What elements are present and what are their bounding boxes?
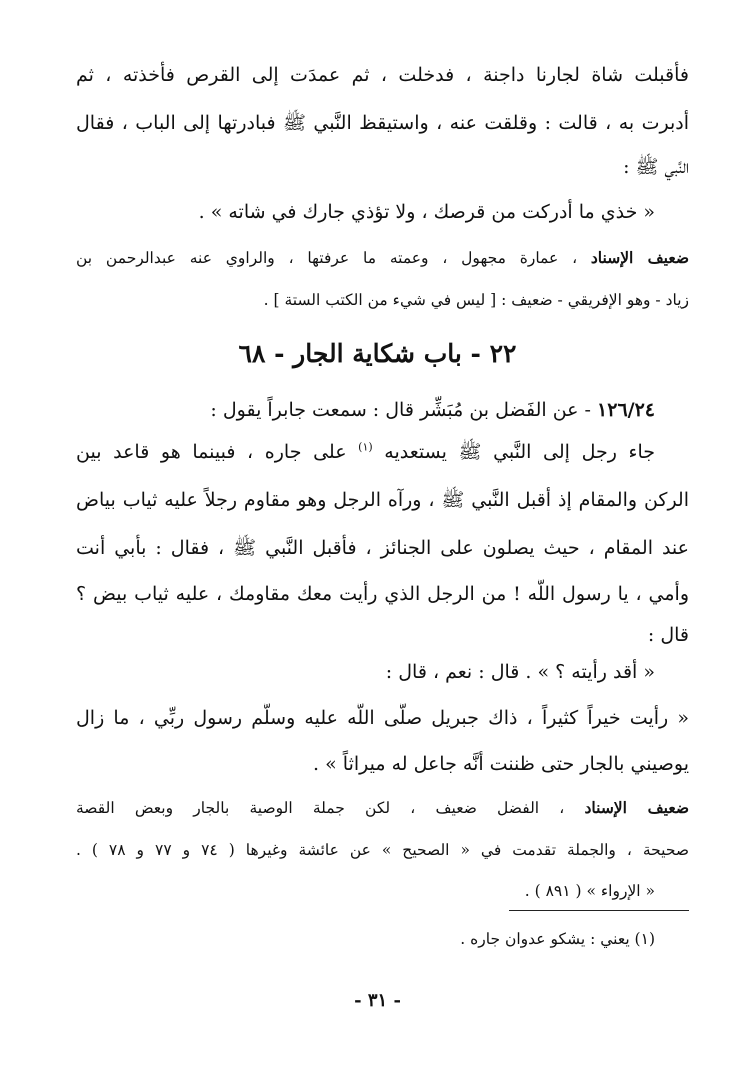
hadith-number: ١٢٦/٢٤ <box>597 399 655 421</box>
grading-text: ، عمارة مجهول ، وعمته ما عرفتها ، والراوي عنه عبدالرحمن بن <box>76 249 578 267</box>
chapter-heading: ٢٢ - باب شكاية الجار - ٦٨ <box>238 339 517 368</box>
text-line-13: « أقد رأيته ؟ » . قال : نعم ، قال : <box>385 661 655 683</box>
hadith-quote-1: « خذي ما أدركت من قرصك ، ولا تؤذي جارك في شاته » . <box>198 201 655 223</box>
text-line-8 <box>76 437 655 467</box>
footnote-divider <box>509 910 689 911</box>
text-line-8a: جاء رجل إلى النَّبي ﷺ يستعديه <box>384 441 655 463</box>
text-line-3: النَّبي ﷺ : <box>623 156 689 178</box>
grading-label-2: ضعيف الإسناد <box>584 798 689 817</box>
grading-line-5: « الإرواء » ( ٨٩١ ) . <box>524 882 655 900</box>
grading-text-2: ، الفضل ضعيف ، لكن جملة الوصية بالجار وبعض القصة <box>76 799 565 817</box>
grading-label: ضعيف الإسناد <box>590 248 689 267</box>
page-number: - ٣١ - <box>354 990 401 1011</box>
text-line-15: يوصيني بالجار حتى ظننت أنَّه جاعل له ميراثاً » . <box>313 753 689 775</box>
grading-line-1 <box>76 243 689 273</box>
grading-line-2: زياد - وهو الإفريقي - ضعيف : [ ليس في شيء من الكتب الستة ] . <box>263 291 689 309</box>
footnote-ref: (١) <box>358 440 373 454</box>
text-line-2: أدبرت به ، قالت : وقلقت عنه ، واستيقظ النَّبي ﷺ فبادرتها إلى الباب ، فقال <box>76 112 689 134</box>
grading-line-4: صحيحة ، والجملة تقدمت في « الصحيح » عن عائشة وغيرها ( ٧٤ و ٧٧ و ٧٨ ) . <box>76 841 689 859</box>
hadith-number-line <box>76 395 655 425</box>
text-line-10: عند المقام ، حيث يصلون على الجنائز ، فأقبل النَّبي ﷺ ، فقال : بأبي أنت <box>76 537 689 559</box>
grading-line-3 <box>76 793 689 823</box>
text-line-9: الركن والمقام إذ أقبل النَّبي ﷺ ، ورآه الرجل وهو مقاوم رجلاً عليه ثياب بياض <box>76 489 689 511</box>
text-line-14: « رأيت خيراً كثيراً ، ذاك جبريل صلَّى اللَّه عليه وسلَّم رسول ربِّي ، ما زال <box>76 707 689 729</box>
text-line-11: وأمي ، يا رسول اللَّه ! من الرجل الذي رأيت معك مقاومك ، عليه ثياب بيض ؟ <box>76 583 689 605</box>
text-line-8b: على جاره ، فبينما هو قاعد بين <box>76 441 347 463</box>
hadith-isnad: - عن الفَضل بن مُبَشِّر قال : سمعت جابراً يقول : <box>210 399 591 421</box>
text-line-1: فأقبلت شاة لجارنا داجنة ، فدخلت ، ثم عمدَت إلى القرص فأخذته ، ثم <box>76 64 689 86</box>
footnote: (١) يعني : يشكو عدوان جاره . <box>460 930 655 948</box>
text-line-12: قال : <box>647 624 689 646</box>
